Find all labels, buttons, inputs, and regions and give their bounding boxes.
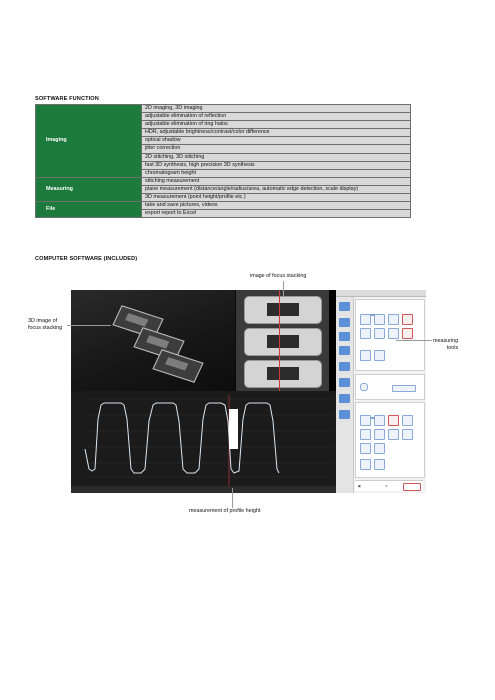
table-row [36, 202, 411, 210]
database-bottom-icon[interactable] [374, 459, 385, 470]
callout-profile-height: measurement of profile height [189, 508, 261, 514]
viewer-gap [329, 290, 336, 391]
angle-tool-icon[interactable] [402, 314, 413, 325]
feature-cell: 2D imaging, 3D imaging [142, 105, 411, 113]
database-icon[interactable] [374, 350, 385, 361]
parallel-tool-icon[interactable] [388, 328, 399, 339]
leader-measuring-tools [396, 340, 432, 341]
curve-tool-icon[interactable] [360, 443, 371, 454]
diagnose-icon[interactable] [339, 378, 350, 387]
profile-guide-line [279, 290, 280, 391]
category-cell: File [36, 202, 142, 218]
camera-icon[interactable] [339, 302, 350, 311]
wave-tool-icon[interactable] [374, 443, 385, 454]
tools-panel-bottom [355, 402, 425, 478]
table-row [36, 177, 411, 185]
profile-graph [71, 391, 336, 493]
profile-height-label [229, 409, 238, 449]
corner-tool-icon[interactable] [374, 415, 385, 426]
cross-red-tool-icon[interactable] [388, 415, 399, 426]
point-tool-icon[interactable] [360, 314, 371, 325]
callout-3d-line1: 3D image of [28, 318, 58, 324]
leader-3d-image [67, 325, 111, 326]
feature-cell: adjustable elimination of ring halos [142, 121, 411, 129]
ring-tool-icon[interactable] [374, 429, 385, 440]
callout-tools-line2: tools [446, 344, 459, 351]
feature-cell: plane measurement (distance/angle/radius/area, automatic edge detection, scale display) [142, 185, 411, 193]
software-function-table [35, 104, 411, 218]
save-icon[interactable]: ▣ [358, 484, 361, 488]
measuring-tools-panel [336, 290, 426, 493]
feature-cell: adjustable elimination of reflection [142, 113, 411, 121]
callout-3d-image [28, 318, 62, 332]
feature-cell: fast 3D synthesis, high precision 3D synthesis [142, 161, 411, 169]
report-icon[interactable] [339, 332, 350, 341]
edge-value-field[interactable] [392, 385, 416, 392]
callout-tools-line1: measuring [433, 338, 459, 344]
tools-panel-top [355, 299, 425, 371]
delete-bottom-icon[interactable] [360, 459, 371, 470]
feature-cell: 3D measurement (point height/profile etc.) [142, 194, 411, 202]
slot-2 [244, 328, 322, 356]
category-cell: Imaging [36, 105, 142, 178]
tool-sidebar [336, 290, 354, 493]
feature-cell: chromatogram height [142, 169, 411, 177]
table-row [36, 105, 411, 113]
feature-cell: stitching measurement [142, 177, 411, 185]
leader-focus-stacking [283, 281, 284, 297]
delete-icon[interactable] [360, 350, 371, 361]
computer-software-title: COMPUTER SOFTWARE (INCLUDED) [35, 256, 138, 262]
leader-profile-height [232, 488, 233, 508]
gallery-icon[interactable] [339, 410, 350, 419]
rect-tool-icon[interactable] [360, 415, 371, 426]
exit-button[interactable] [403, 483, 421, 491]
spiral-tool-icon[interactable] [388, 429, 399, 440]
feature-cell: optical shadow [142, 137, 411, 145]
cross-tool-icon[interactable] [388, 314, 399, 325]
node-tool-icon[interactable] [402, 429, 413, 440]
feature-cell: 2D stitching, 3D stitching [142, 153, 411, 161]
feature-cell: take and save pictures, videos [142, 202, 411, 210]
callout-3d-line2: focus stacking [28, 324, 63, 331]
tools-footer [355, 480, 423, 491]
line-tool-icon[interactable] [374, 314, 385, 325]
callout-focus-stacking: image of focus stacking [250, 273, 307, 279]
3d-view-panel [71, 290, 235, 391]
graph-axis-bar [71, 486, 336, 493]
diagonal-tool-icon[interactable] [402, 415, 413, 426]
vertical-tool-icon[interactable] [374, 328, 385, 339]
software-screenshot [71, 290, 426, 493]
focus-stacking-image [236, 290, 329, 391]
software-function-title: SOFTWARE FUNCTION [35, 96, 99, 102]
circle-tool-icon[interactable] [402, 328, 413, 339]
tools-header [336, 290, 426, 297]
feature-cell: jitter correction [142, 145, 411, 153]
tray-3d-3 [152, 349, 203, 383]
category-cell: Measuring [36, 177, 142, 201]
callout-measuring-tools [433, 338, 458, 352]
slot-1 [244, 296, 322, 324]
auxiliary-function-panel [355, 374, 425, 400]
distance-tool-icon[interactable] [360, 328, 371, 339]
auto-edge-radio[interactable] [360, 383, 368, 391]
slot-3 [244, 360, 322, 388]
arc-tool-icon[interactable] [360, 429, 371, 440]
auxiliary-icon[interactable] [339, 394, 350, 403]
crosshair-icon[interactable]: ✛ [385, 484, 388, 488]
profile-plot [71, 391, 336, 493]
profile-icon[interactable] [339, 346, 350, 355]
focus-icon[interactable] [339, 318, 350, 327]
window-icon[interactable] [339, 362, 350, 371]
feature-cell: HDR, adjustable brightness/contrast/color difference [142, 129, 411, 137]
feature-cell: export report to Excel [142, 210, 411, 218]
